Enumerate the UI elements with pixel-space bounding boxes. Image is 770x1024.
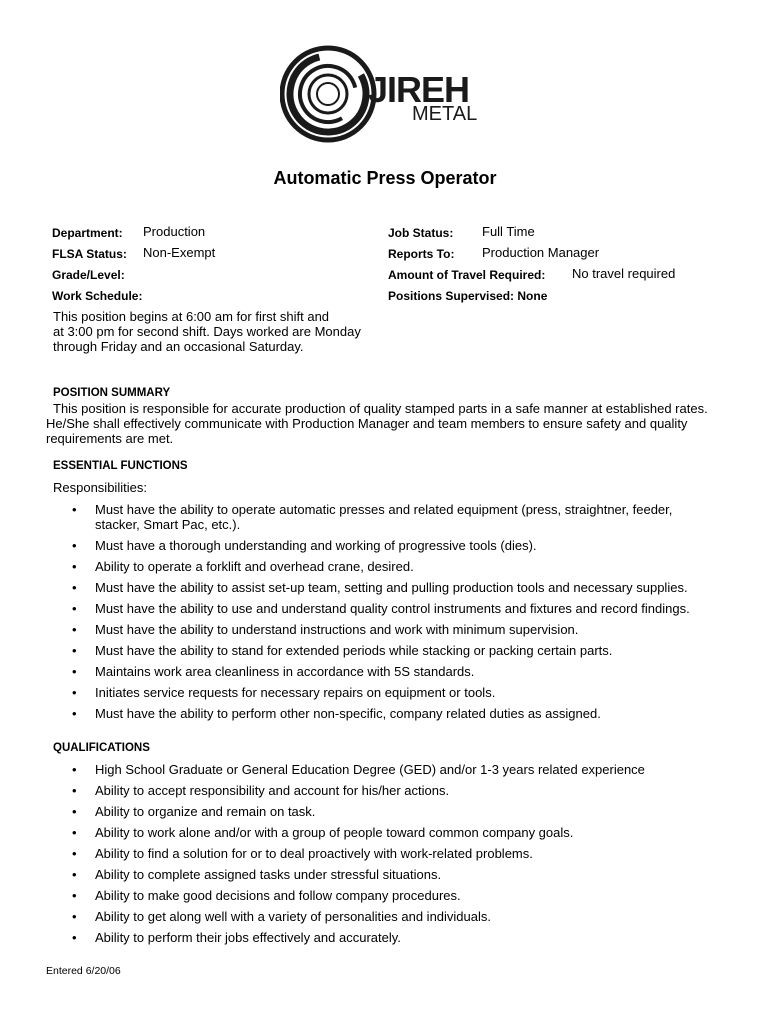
responsibilities-label: Responsibilities: xyxy=(53,480,147,495)
page-title: Automatic Press Operator xyxy=(273,168,497,188)
list-item: • Ability to organize and remain on task. xyxy=(52,804,732,819)
list-item: • Ability to perform their jobs effectively and accurately. xyxy=(52,930,732,945)
list-item: • Ability to get along well with a variety of personalities and individuals. xyxy=(52,909,732,924)
schedule-label: Work Schedule: xyxy=(52,289,143,303)
list-item: • High School Graduate or General Education Degree (GED) and/or 1-3 years related experience xyxy=(52,762,732,777)
list-item: • Must have the ability to operate automatic presses and related equipment (press, straightner, feeder, stacker, Smart Pac, etc.). xyxy=(52,502,715,532)
flsa-label: FLSA Status: xyxy=(52,247,127,261)
list-item: • Must have the ability to assist set-up team, setting and pulling production tools and necessary supplies. xyxy=(52,580,732,595)
summary-line: requirements are met. xyxy=(46,431,174,446)
list-item: • Ability to accept responsibility and account for his/her actions. xyxy=(52,783,732,798)
list-item: • Ability to work alone and/or with a group of people toward common company goals. xyxy=(52,825,732,840)
logo-rings-icon xyxy=(280,44,500,154)
logo-wordmark: JIREH xyxy=(368,69,470,110)
department-label: Department: xyxy=(52,226,123,240)
list-item: • Must have the ability to stand for extended periods while stacking or packing certain parts. xyxy=(52,643,732,658)
schedule-line: through Friday and an occasional Saturday. xyxy=(53,339,304,354)
reports-to-value: Production Manager xyxy=(482,245,600,260)
schedule-text xyxy=(53,309,361,354)
essential-functions-heading: ESSENTIAL FUNCTIONS xyxy=(53,460,188,472)
list-item: • Must have a thorough understanding and working of progressive tools (dies). xyxy=(52,538,732,553)
qualifications-heading: QUALIFICATIONS xyxy=(53,742,150,754)
job-status-label: Job Status: xyxy=(388,226,454,240)
schedule-line: at 3:00 pm for second shift. Days worked are Monday xyxy=(53,324,361,339)
responsibilities-list xyxy=(52,502,732,727)
list-item: • Ability to operate a forklift and overhead crane, desired. xyxy=(52,559,732,574)
positions-supervised-label: Positions Supervised: None xyxy=(388,289,548,303)
flsa-value: Non-Exempt xyxy=(143,245,216,260)
list-item: • Ability to make good decisions and follow company procedures. xyxy=(52,888,732,903)
position-summary-text xyxy=(46,401,708,446)
list-item: • Must have the ability to perform other non-specific, company related duties as assigned. xyxy=(52,706,732,721)
list-item: • Ability to find a solution for or to deal proactively with work-related problems. xyxy=(52,846,732,861)
grade-label: Grade/Level: xyxy=(52,268,125,282)
list-item: • Must have the ability to understand instructions and work with minimum supervision. xyxy=(52,622,732,637)
job-status-value: Full Time xyxy=(482,224,535,239)
entered-date: Entered 6/20/06 xyxy=(46,965,121,977)
company-logo xyxy=(280,44,500,154)
travel-label: Amount of Travel Required: xyxy=(388,268,546,282)
travel-value: No travel required xyxy=(572,266,676,281)
list-item: • Maintains work area cleanliness in accordance with 5S standards. xyxy=(52,664,732,679)
logo-subtext: METAL xyxy=(412,103,478,125)
summary-line: This position is responsible for accurate production of quality stamped parts in a safe manner at established rates. xyxy=(53,401,708,416)
summary-line: He/She shall effectively communicate with Production Manager and team members to ensure safety and quality xyxy=(46,416,688,431)
list-item: • Ability to complete assigned tasks under stressful situations. xyxy=(52,867,732,882)
department-value: Production xyxy=(143,224,206,239)
reports-to-label: Reports To: xyxy=(388,247,455,261)
position-summary-heading: POSITION SUMMARY xyxy=(53,387,171,399)
qualifications-list xyxy=(52,762,732,951)
schedule-line: This position begins at 6:00 am for first shift and xyxy=(53,309,330,324)
list-item: • Initiates service requests for necessary repairs on equipment or tools. xyxy=(52,685,732,700)
list-item: • Must have the ability to use and understand quality control instruments and fixtures and record findings. xyxy=(52,601,732,616)
